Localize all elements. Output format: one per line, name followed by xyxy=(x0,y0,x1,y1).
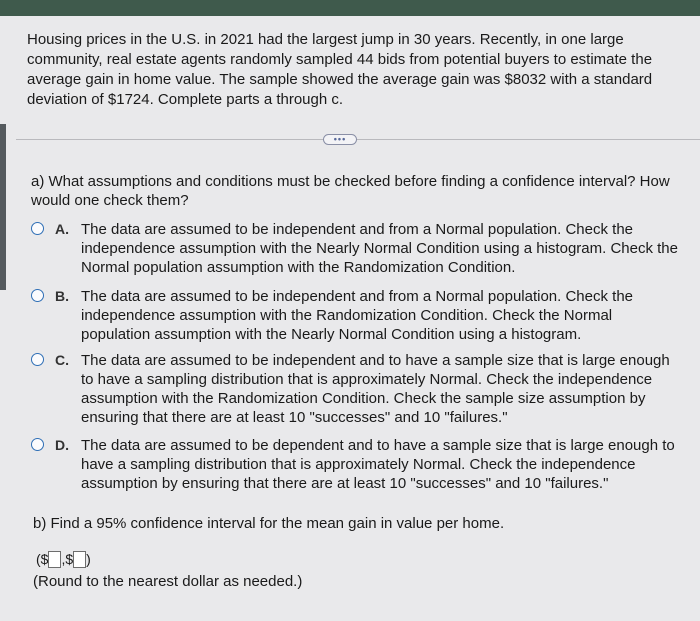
option-letter: D. xyxy=(55,437,69,453)
more-button[interactable]: ••• xyxy=(323,134,357,145)
top-header-strip xyxy=(0,0,700,16)
part-a-question: a) What assumptions and conditions must be checked before finding a confidence interval? How would one check them? xyxy=(31,173,670,209)
confidence-interval-answer xyxy=(36,549,91,569)
close-paren: ) xyxy=(86,551,91,567)
option-text: The data are assumed to be independent and from a Normal population. Check the independence assumption with the Randomization Condition. Check the Normal population assumption with the Nearly Normal Condition using a histogram. xyxy=(81,288,634,343)
scroll-indicator[interactable] xyxy=(0,124,6,290)
radio-button-a[interactable] xyxy=(31,222,44,235)
option-letter: A. xyxy=(55,221,69,237)
upper-bound-input[interactable] xyxy=(73,551,86,568)
rounding-note: (Round to the nearest dollar as needed.) xyxy=(33,573,303,590)
problem-statement: Housing prices in the U.S. in 2021 had the largest jump in 30 years. Recently, in one large community, real estate agents randomly sampled 44 bids from potential buyers to estimate the average gain in home value. The sample showed the average gain was $8032 with a standard deviation of $1724. Complete parts a through c. xyxy=(27,31,653,108)
separator: ,$ xyxy=(61,551,74,567)
radio-button-b[interactable] xyxy=(31,289,44,302)
part-b-question: b) Find a 95% confidence interval for the mean gain in value per home. xyxy=(33,515,505,532)
option-text: The data are assumed to be independent and to have a sample size that is large enough to have a sampling distribution that is approximately Normal. Check the independence assumption with the Randomization Condition. Check the sample size assumption by ensuring that there are at least 10 "successes" and 10 "failures." xyxy=(81,352,670,426)
section-divider xyxy=(16,139,700,140)
lower-bound-input[interactable] xyxy=(48,551,61,568)
option-text: The data are assumed to be dependent and to have a sample size that is large enough to have a sampling distribution that is approximately Normal. Check the independence assumption by ensuring that there are at least 10 "successes" and 10 "failures." xyxy=(81,437,675,492)
option-letter: B. xyxy=(55,288,69,304)
open-paren: ($ xyxy=(36,551,49,567)
radio-button-c[interactable] xyxy=(31,353,44,366)
radio-button-d[interactable] xyxy=(31,438,44,451)
option-text: The data are assumed to be independent and from a Normal population. Check the independence assumption with the Nearly Normal Condition using a histogram. Check the Normal population assumption with the Randomization Condition. xyxy=(81,221,678,276)
option-letter: C. xyxy=(55,352,69,368)
